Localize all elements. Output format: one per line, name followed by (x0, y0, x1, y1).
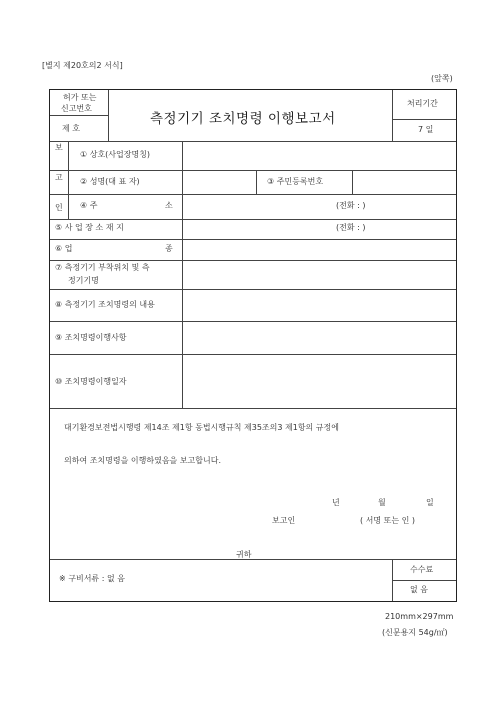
resident-number-field[interactable] (353, 171, 455, 193)
industry-label-suffix: 종 (165, 244, 173, 253)
industry-field[interactable] (183, 240, 455, 259)
statement-line1: 대기환경보전법시행령 제14조 제1항 동법시행규칙 제35조의3 제1항의 규정에 (64, 423, 339, 432)
paper-size: 210mm×297mm (385, 612, 454, 621)
report-form (49, 89, 457, 602)
recipient-label: 귀하 (236, 550, 252, 559)
compliance-date-field[interactable] (183, 355, 455, 407)
divider (108, 90, 109, 141)
page-title: 측정기기 조치명령 이행보고서 (150, 111, 336, 127)
reporter-label-char: 보 (55, 143, 63, 152)
reporter-signature-label: 보고인 (272, 516, 296, 525)
divider (68, 141, 69, 219)
divider (50, 559, 456, 560)
attach-location-label-line2: 정기기명 (68, 276, 99, 285)
attach-location-label: ⑦ 측정기기 부착위치 및 측 (55, 263, 150, 272)
required-documents: ※ 구비서류 : 없 음 (59, 574, 125, 583)
divider (50, 219, 456, 220)
phone-field[interactable]: (전화 : ) (336, 201, 366, 210)
page-side-label: (앞쪽) (431, 74, 453, 83)
permit-label-line2: 신고번호 (61, 104, 92, 113)
attach-location-field[interactable] (183, 261, 455, 288)
date-month-label: 월 (378, 498, 386, 507)
divider (392, 90, 393, 141)
compliance-date-label: ⑩ 조치명령이행일자 (55, 377, 127, 386)
business-name-field[interactable] (183, 142, 455, 169)
form-number: [별지 제20호의2 서식] (42, 61, 123, 70)
divider (392, 559, 393, 601)
processing-period-label: 처리기간 (407, 99, 438, 108)
order-content-field[interactable] (183, 290, 455, 320)
compliance-field[interactable] (183, 322, 455, 353)
divider (50, 194, 456, 195)
industry-label: ⑥ 업 (55, 244, 73, 253)
representative-name-label: ② 성명(대 표 자) (80, 177, 140, 186)
divider (392, 580, 456, 581)
date-day-label: 일 (426, 498, 434, 507)
permit-number-field[interactable]: 제 호 (62, 124, 80, 133)
date-year-label: 년 (332, 498, 340, 507)
address-label: ④ 주 (80, 201, 98, 210)
statement-line2: 의하여 조치명령을 이행하였음을 보고합니다. (64, 456, 222, 465)
reporter-label-char: 인 (55, 203, 63, 212)
order-content-label: ⑧ 측정기기 조치명령의 내용 (55, 300, 155, 309)
divider (50, 115, 108, 116)
paper-type: (신문용지 54g/㎡) (382, 628, 448, 637)
permit-label-line1: 허가 또는 (63, 93, 97, 102)
divider (50, 408, 456, 409)
address-label-suffix: 소 (165, 201, 173, 210)
phone-field[interactable]: (전화 : ) (336, 223, 366, 232)
processing-period-value: 7 일 (418, 125, 434, 134)
business-name-label: ① 상호(사업장명칭) (80, 150, 151, 159)
fee-value: 없 음 (410, 585, 428, 594)
reporter-label-char: 고 (55, 173, 63, 182)
representative-name-field[interactable] (183, 171, 255, 193)
divider (256, 170, 257, 194)
signature-field[interactable]: ( 서명 또는 인 ) (360, 516, 416, 525)
compliance-label: ⑨ 조치명령이행사항 (55, 333, 127, 342)
business-location-label: ⑤ 사 업 장 소 재 지 (55, 223, 124, 232)
divider (392, 119, 456, 120)
fee-label: 수수료 (410, 565, 434, 574)
resident-number-label: ③ 주민등록번호 (267, 177, 324, 186)
